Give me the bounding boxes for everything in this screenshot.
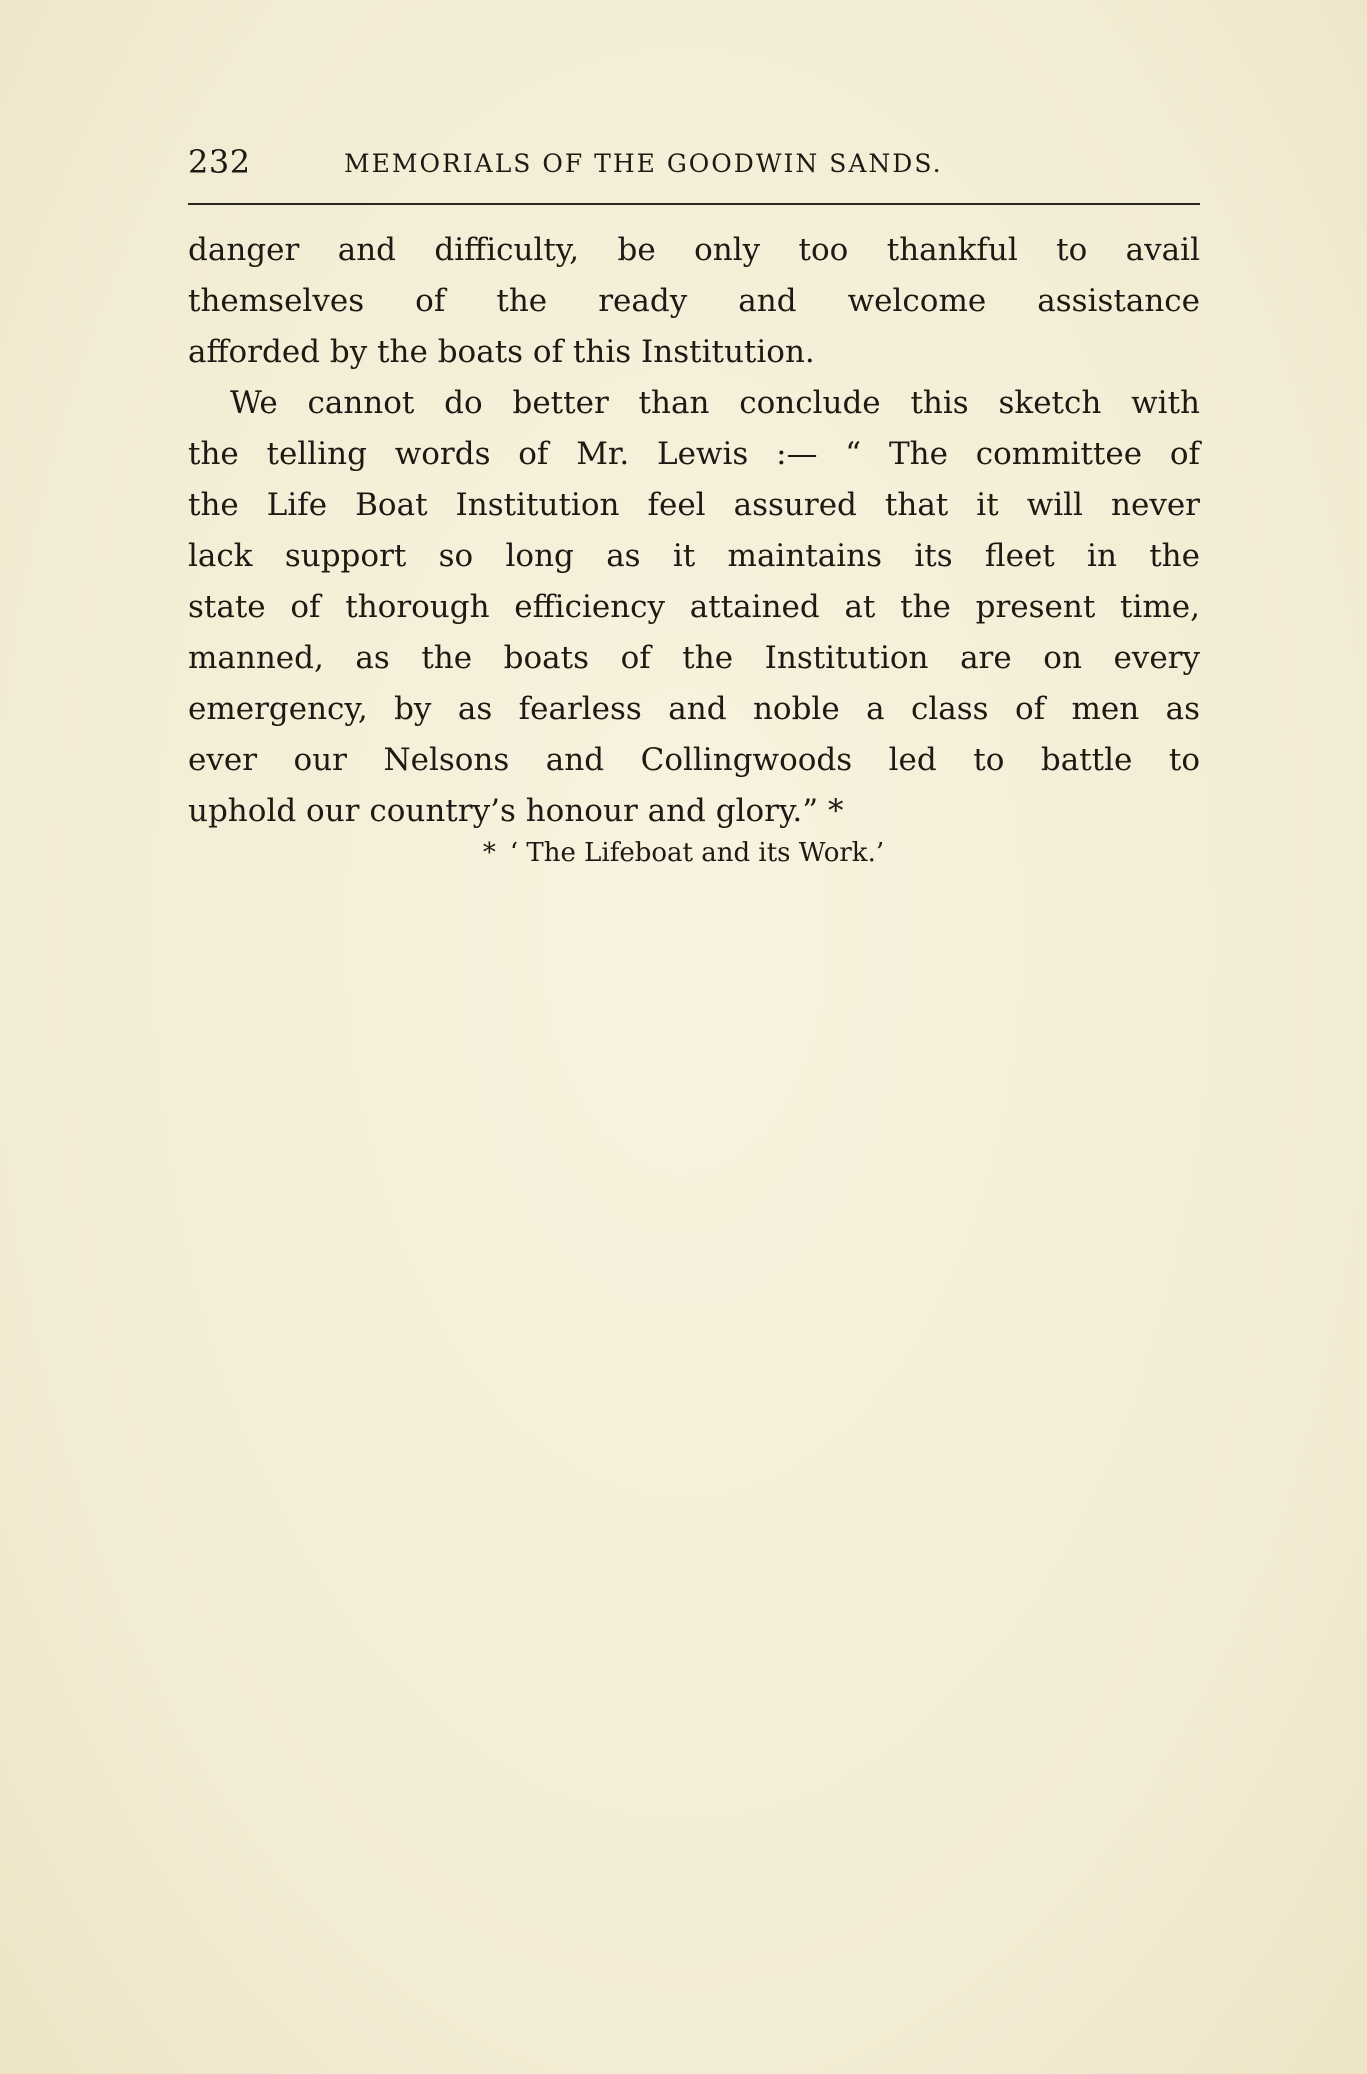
text-line: the telling words of Mr. Lewis :— “ The committee of [188,436,1200,472]
text-line: afforded by the boats of this Institution. [188,334,815,370]
text-line: ever our Nelsons and Collingwoods led to battle to [188,742,1200,778]
footnote-marker: * [482,838,496,868]
text-line: manned, as the boats of the Institution are on every [188,640,1200,676]
page-number: 232 [188,143,251,181]
text-line: themselves of the ready and welcome assistance [188,283,1200,319]
text-line: uphold our country’s honour and glory.” * [188,793,844,829]
text-line: We cannot do better than conclude this sketch with [230,385,1200,421]
text-line: emergency, by as fearless and noble a class of men as [188,691,1200,727]
text-line: the Life Boat Institution feel assured that it will never [188,487,1200,523]
footnote [0,835,1367,871]
body-text [188,225,1200,837]
page-header [188,142,1200,182]
running-title: MEMORIALS OF THE GOODWIN SANDS. [344,149,943,178]
text-line: danger and difficulty, be only too thankful to avail [188,232,1200,268]
text-line: lack support so long as it maintains its fleet in the [188,538,1200,574]
header-rule [188,203,1200,205]
text-line: state of thorough efficiency attained at the present time, [188,589,1200,625]
footnote-text: ‘ The Lifeboat and its Work.’ [509,838,885,868]
